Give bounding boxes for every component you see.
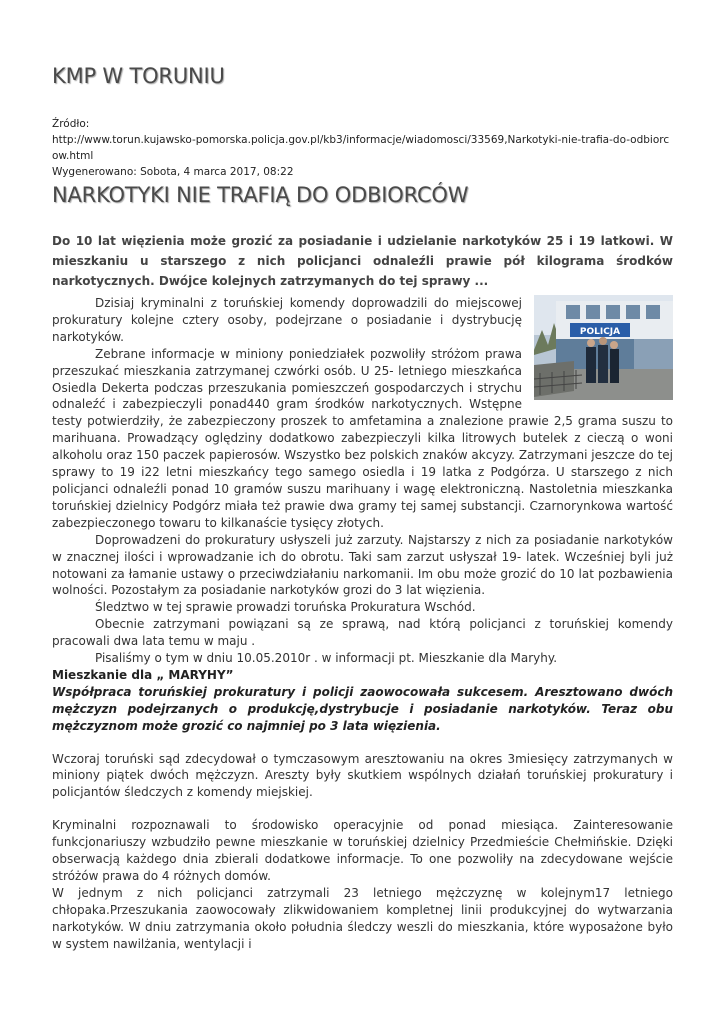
article-lead: Do 10 lat więzienia może grozić za posiadanie i udzielanie narkotyków 25 i 19 latkowi. W mieszkaniu u starszego z nich policjanci odnaleźli prawie pół kilograma środków narkotycznych. Dwójce kolejnych zatrzymanych do tej sprawy ... xyxy=(52,234,673,288)
paragraph-5: Obecnie zatrzymani powiązani są ze sprawą, nad którą policjanci z toruńskiej komendy pracowali dwa lata temu w maju . xyxy=(52,617,673,649)
photo-sign-text: POLICJA xyxy=(579,327,621,337)
source-url[interactable]: http://www.torun.kujawsko-pomorska.policja.gov.pl/kb3/informacje/wiadomosci/33569,Narkotyki-nie-trafia-do-odbiorcow.html xyxy=(52,134,670,162)
generated-date: Wygenerowano: Sobota, 4 marca 2017, 08:22 xyxy=(52,166,294,178)
article-title: NARKOTYKI NIE TRAFIĄ DO ODBIORCÓW xyxy=(52,183,469,207)
paragraph-6: Pisaliśmy o tym w dniu 10.05.2010r . w informacji pt. Mieszkanie dla Maryhy. xyxy=(95,651,558,666)
section-heading: Mieszkanie dla „ MARYHY” xyxy=(52,667,234,682)
paragraph-3: Doprowadzeni do prokuratury usłyszeli już zarzuty. Najstarszy z nich za posiadanie narkotyków w znacznej ilości i wprowadzanie ich do obrotu. Taki sam zarzut usłyszał 19- latek. Wcześniej byli już notowani za łamanie ustawy o przeciwdziałaniu narkomanii. Im obu może grozić do 10 lat pozbawienia wolności. Pozostałym za posiadanie narkotyków grozi do 3 lat więzienia. xyxy=(52,532,673,598)
police-station-photo xyxy=(534,295,673,400)
section-paragraph-1: Wczoraj toruński sąd zdecydował o tymczasowym aresztowaniu na okres 3miesięcy zatrzymanych w miniony piątek dwóch mężczyzn. Areszty były skutkiem wspólnych działań toruńskiej prokuratury i policjantów śledczych z komendy miejskiej. xyxy=(52,751,673,800)
article-body xyxy=(52,295,673,953)
section-paragraph-2: Kryminalni rozpoznawali to środowisko operacyjnie od ponad miesiąca. Zainteresowanie funkcjonariuszy wzbudziło pewne mieszkanie w toruńskiej dzielnicy Przedmieście Chełmińskie. Dzięki obserwacją każdego dnia zbierali dodatkowe informacje. To one pozwoliły na zdecydowane wejście stróżów prawa do 4 różnych domów. xyxy=(52,818,673,883)
section-lead: Współpraca toruńskiej prokuratury i policji zaowocowała sukcesem. Aresztowano dwóch mężczyzn podejrzanych o produkcję,dystrybucje i posiadanie narkotyków. Teraz obu mężczyznom może grozić co najmniej po 3 lata więzienia. xyxy=(52,684,673,733)
section-paragraph-3: W jednym z nich policjanci zatrzymali 23 letniego mężczyznę w kolejnym17 letniego chłopaka.Przeszukania zaowocowały zlikwidowaniem kompletnej linii produkcyjnej do wytwarzania narkotyków. W dniu zatrzymania około południa śledczy weszli do mieszkania, które wyposażone było w system nawilżania, wentylacji i xyxy=(52,885,673,951)
source-label: Źródło: xyxy=(52,118,90,130)
paragraph-4: Śledztwo w tej sprawie prowadzi toruńska Prokuratura Wschód. xyxy=(95,600,476,615)
paragraph-1: Dzisiaj kryminalni z toruńskiej komendy doprowadzili do miejscowej prokuratury kolejne cztery osoby, podejrzane o posiadanie i dystrybucję narkotyków. xyxy=(52,296,522,344)
paragraph-2: Zebrane informacje w miniony poniedziałek pozwoliły stróżom prawa przeszukać mieszkania zatrzymanej czwórki osób. U 25- letniego mieszkańca Osiedla Dekerta podczas przeszukania pomieszczeń gospodarczych i strychu odnaleźć i zabezpieczyli ponad440 gram środków narkotycznych. Wstępne testy potwierdziły, że zabezpieczony proszek to amfetamina a znalezione prawie 2,5 grama suszu to marihuana. Prowadzący oględziny dodatkowo zabezpieczyli kilka litrowych butelek z cieczą o woni alkoholu oraz 150 paczek papierosów. Wszystko bez polskich znaków akcyzy. Zatrzymani jeszcze do tej sprawy to 19 i22 letni mieszkańcy tego samego osiedla i 19 latka z Podgórza. U starszego z nich policjanci odnaleźli ponad 10 gramów suszu marihuany i wagę elektroniczną. Nastoletnia mieszkanka toruńskiej dzielnicy Podgórz miała też prawie dwa gramy tej samej substancji. Czarnorynkowa wartość zabezpieczonego towaru to kilkanaście tysięcy złotych. xyxy=(52,346,673,530)
source-meta xyxy=(52,116,673,180)
site-title: KMP W TORUNIU xyxy=(52,64,225,88)
